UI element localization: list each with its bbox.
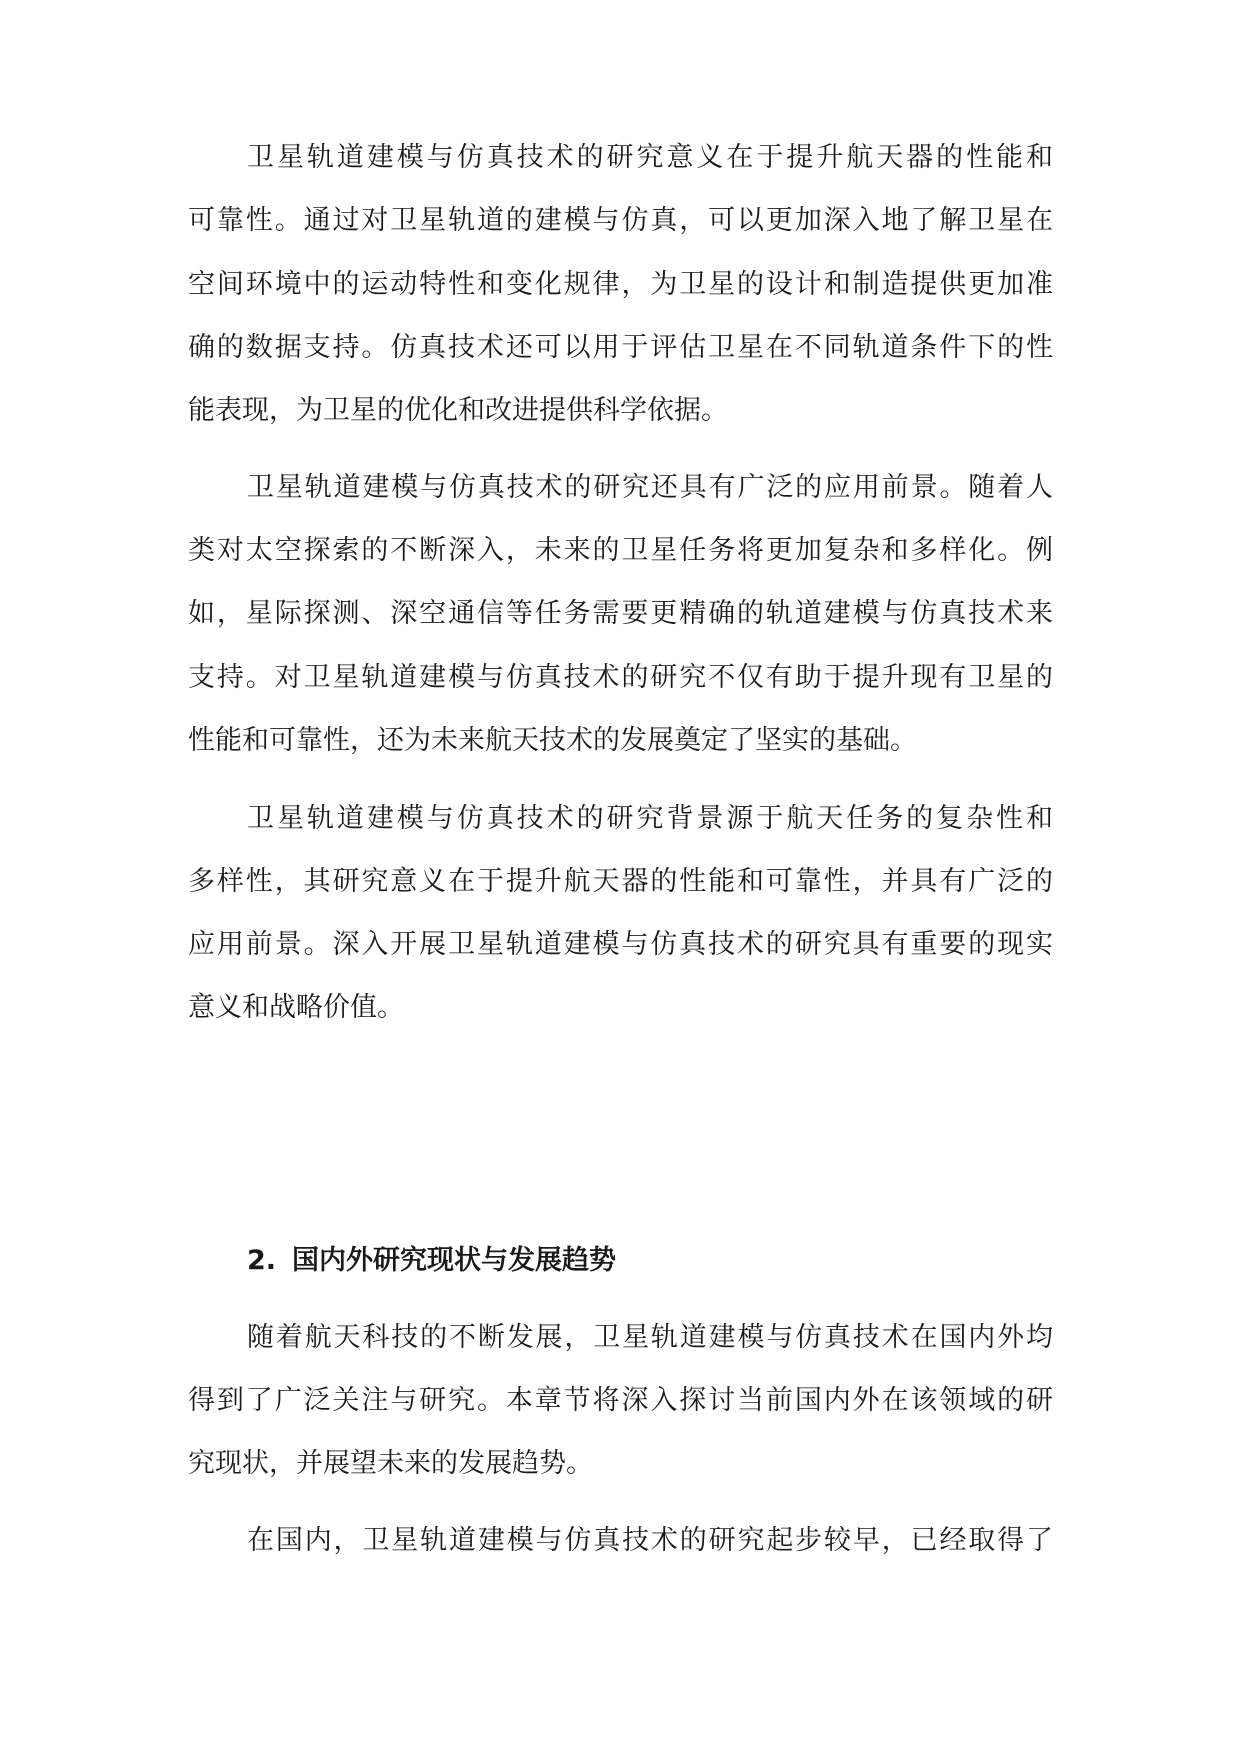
paragraph-4-line-3: 究现状，并展望未来的发展趋势。	[188, 1448, 593, 1479]
paragraph-1-line-1: 卫星轨道建模与仿真技术的研究意义在于提升航天器的性能和	[247, 142, 1053, 173]
paragraph-3-line-2: 多样性，其研究意义在于提升航天器的性能和可靠性，并具有广泛的	[188, 866, 1053, 897]
section-title: 国内外研究现状与发展趋势	[292, 1245, 616, 1276]
paragraph-1-line-2: 可靠性。通过对卫星轨道的建模与仿真，可以更加深入地了解卫星在	[188, 205, 1053, 236]
paragraph-2-line-3: 如，星际探测、深空通信等任务需要更精确的轨道建模与仿真技术来	[188, 598, 1053, 629]
paragraph-3-line-1: 卫星轨道建模与仿真技术的研究背景源于航天任务的复杂性和	[247, 803, 1053, 834]
paragraph-3-line-3: 应用前景。深入开展卫星轨道建模与仿真技术的研究具有重要的现实	[188, 929, 1053, 960]
paragraph-4-line-1: 随着航天科技的不断发展，卫星轨道建模与仿真技术在国内外均	[247, 1322, 1053, 1353]
section-number: 2.	[247, 1245, 277, 1276]
paragraph-1-line-3: 空间环境中的运动特性和变化规律，为卫星的设计和制造提供更加准	[188, 269, 1053, 300]
paragraph-5-line-1: 在国内，卫星轨道建模与仿真技术的研究起步较早，已经取得了	[247, 1525, 1053, 1556]
paragraph-2-line-5: 性能和可靠性，还为未来航天技术的发展奠定了坚实的基础。	[188, 725, 917, 756]
paragraph-4-line-2: 得到了广泛关注与研究。本章节将深入探讨当前国内外在该领域的研	[188, 1385, 1053, 1416]
paragraph-1-line-4: 确的数据支持。仿真技术还可以用于评估卫星在不同轨道条件下的性	[188, 332, 1053, 363]
paragraph-2-line-4: 支持。对卫星轨道建模与仿真技术的研究不仅有助于提升现有卫星的	[188, 662, 1053, 693]
paragraph-3-line-4: 意义和战略价值。	[188, 992, 404, 1023]
paragraph-2-line-1: 卫星轨道建模与仿真技术的研究还具有广泛的应用前景。随着人	[247, 472, 1053, 503]
paragraph-2-line-2: 类对太空探索的不断深入，未来的卫星任务将更加复杂和多样化。例	[188, 535, 1053, 566]
section-heading	[247, 1241, 616, 1281]
paragraph-1-line-5: 能表现，为卫星的优化和改进提供科学依据。	[188, 395, 728, 426]
